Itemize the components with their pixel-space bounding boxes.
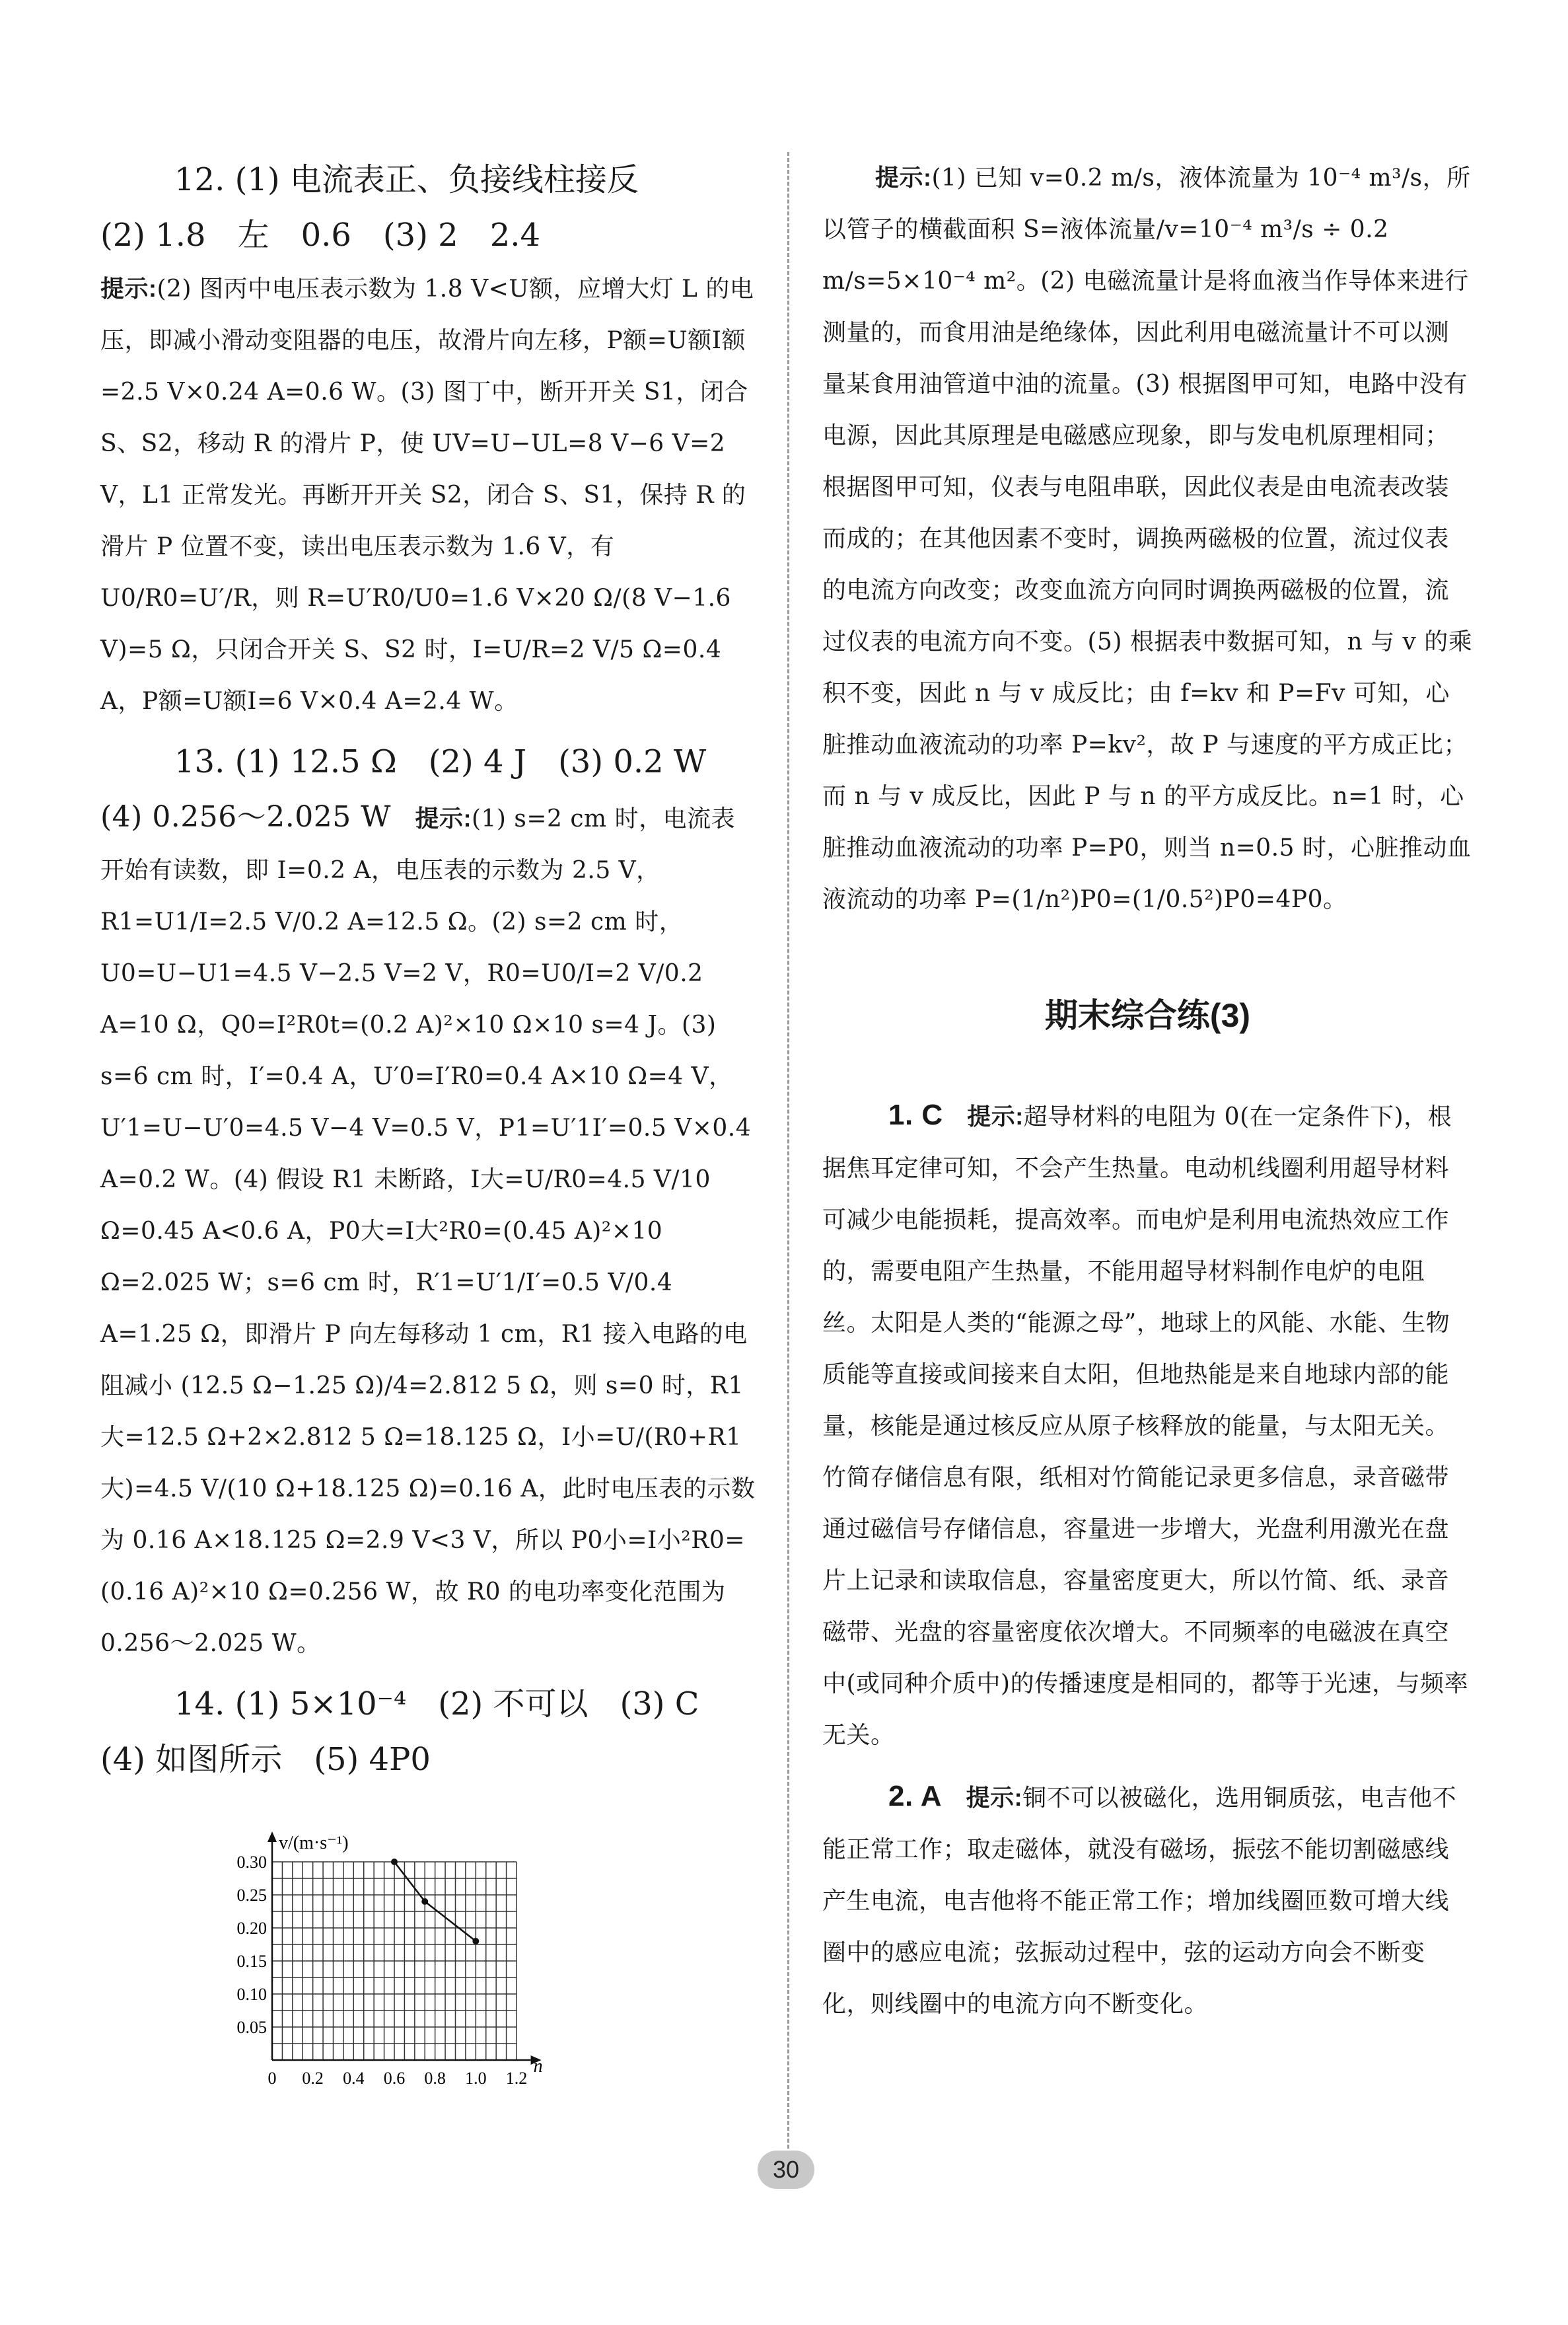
y-axis-arrow — [267, 1831, 277, 1842]
q2-hint-label: 提示: — [966, 1784, 1023, 1811]
y-tick-label: 0.15 — [236, 1952, 267, 1971]
q2-hint-text: 铜不可以被磁化，选用铜质弦，电吉他不能正常工作；取走磁体，就没有磁场，振弦不能切割磁感线产生电流，电吉他将不能正常工作；增加线圈匝数可增大线圈中的感应电流；弦振动过程中，弦的运动方向会不断变化，则线圈中的电流方向不断变化。 — [822, 1785, 1457, 2018]
q13-hint-text: (1) s=2 cm 时，电流表开始有读数，即 I=0.2 A，电压表的示数为 2.5 V，R1=U1/I=2.5 V/0.2 A=12.5 Ω。(2) s=2 cm 时，U0=U−U1=4.5 V−2.5 V=2 V，R0=U0/I=2 V/0.2 A=10 Ω，Q0=I²R0t=(0.2 A)²×10 Ω×10 s=4 J。(3) s=6 cm 时，I′=0.4 A，U′0=I′R0=0.4 A×10 Ω=4 V，U′1=U−U′0=4.5 V−4 V=0.5 V，P1=U′1I′=0.5 V×0.4 A=0.2 W。(4) 假设 R1 未断路，I大=U/R0=4.5 V/10 Ω=0.45 A<0.6 A，P0大=I大²R0=(0.45 A)²×10 Ω=2.025 W；s=6 cm 时，R′1=U′1/I′=0.5 V/0.4 A=1.25 Ω，即滑片 P 向左每移动 1 cm，R1 接入电路的电阻减小 (12.5 Ω−1.25 Ω)/4=2.812 5 Ω，则 s=0 时，R1大=12.5 Ω+2×2.812 5 Ω=18.125 Ω，I小=U/(R0+R1大)=4.5 V/(10 Ω+18.125 Ω)=0.16 A，此时电压表的示数为 0.16 A×18.125 Ω=2.9 V<3 V，所以 P0小=I小²R0=(0.16 A)²×10 Ω=0.256 W，故 R0 的电功率变化范围为 0.256～2.025 W。 — [100, 805, 756, 1657]
column-divider — [787, 152, 789, 2160]
q14-answer-line1: 14. (1) 5×10⁻⁴ (2) 不可以 (3) C — [174, 1685, 699, 1722]
q1-block — [822, 1089, 1473, 1761]
q14-hint-label: 提示: — [875, 164, 932, 191]
q12-hint — [100, 263, 758, 727]
data-point — [472, 1938, 479, 1944]
left-column — [100, 152, 758, 2092]
data-point — [421, 1898, 428, 1905]
y-tick-label: 0.30 — [236, 1853, 267, 1872]
q12-answer-line1: 12. (1) 电流表正、负接线柱接反 — [174, 161, 639, 198]
data-point — [391, 1859, 398, 1865]
x-tick-label: 0.4 — [343, 2069, 365, 2088]
x-tick-label: 0.8 — [424, 2069, 446, 2088]
q2-block — [822, 1771, 1473, 2030]
q12-hint-label: 提示: — [100, 275, 157, 302]
q1-answer: 1. C — [888, 1099, 943, 1131]
q2-answer: 2. A — [888, 1780, 943, 1812]
y-tick-label: 0.25 — [236, 1886, 267, 1905]
x-axis-label: n — [533, 2056, 543, 2077]
x-tick-label: 0 — [267, 2069, 277, 2088]
page-number: 30 — [758, 2151, 814, 2189]
y-tick-label: 0.10 — [236, 1985, 267, 2004]
q13-answer-line2: (4) 0.256～2.025 W — [100, 800, 391, 834]
x-tick-label: 0.6 — [383, 2069, 406, 2088]
q14-hint — [822, 152, 1473, 926]
q1-hint-text: 超导材料的电阻为 0(在一定条件下)，根据焦耳定律可知，不会产生热量。电动机线圈利用超导材料可减少电能损耗，提高效率。而电炉是利用电流热效应工作的，需要电阻产生热量，不能用超导材料制作电炉的电阻丝。太阳是人类的“能源之母”，地球上的风能、水能、生物质能等直接或间接来自太阳，但地热能是来自地球内部的能量，核能是通过核反应从原子核释放的能量，与太阳无关。竹简存储信息有限，纸相对竹简能记录更多信息，录音磁带通过磁信号存储信息，容量进一步增大，光盘利用激光在盘片上记录和读取信息，容量密度更大，所以竹简、纸、录音磁带、光盘的容量密度依次增大。不同频率的电磁波在真空中(或同种介质中)的传播速度是相同的，都等于光速，与频率无关。 — [822, 1103, 1469, 1749]
q14-answer-line2: (4) 如图所示 (5) 4P0 — [100, 1741, 431, 1778]
q14-hint-text: (1) 已知 v=0.2 m/s，液体流量为 10⁻⁴ m³/s，所以管子的横截面积 S=液体流量/v=10⁻⁴ m³/s ÷ 0.2 m/s=5×10⁻⁴ m²。(2) 电磁流量计是将血液当作导体来进行测量的，而食用油是绝缘体，因此利用电磁流量计不可以测量某食用油管道中油的流量。(3) 根据图甲可知，电路中没有电源，因此其原理是电磁感应现象，即与发电机原理相同；根据图甲可知，仪表与电阻串联，因此仪表是由电流表改装而成的；在其他因素不变时，调换两磁极的位置，流过仪表的电流方向改变；改变血流方向同时调换两磁极的位置，流过仪表的电流方向不变。(5) 根据表中数据可知，n 与 v 的乘积不变，因此 n 与 v 成反比；由 f=kv 和 P=Fv 可知，心脏推动血液流动的功率 P=kv²，故 P 与速度的平方成正比；而 n 与 v 成反比，因此 P 与 n 的平方成反比。n=1 时，心脏推动血液流动的功率 P=P0，则当 n=0.5 时，心脏推动血液流动的功率 P=(1/n²)P0=(1/0.5²)P0=4P0。 — [822, 165, 1473, 913]
v-n-chart — [219, 1799, 758, 2092]
x-tick-label: 1.2 — [505, 2069, 528, 2088]
q13-answer-line1: 13. (1) 12.5 Ω (2) 4 J (3) 0.2 W — [174, 743, 707, 780]
section-heading: 期末综合练(3) — [1044, 997, 1251, 1034]
right-column — [822, 152, 1473, 2030]
y-tick-label: 0.20 — [236, 1919, 267, 1938]
x-tick-label: 1.0 — [465, 2069, 487, 2088]
y-axis-label: v/(m·s⁻¹) — [279, 1833, 349, 1853]
q1-hint-label: 提示: — [967, 1103, 1024, 1130]
q13-hint-label: 提示: — [415, 805, 472, 832]
q13-hint — [100, 790, 758, 1670]
q12-hint-text: (2) 图丙中电压表示数为 1.8 V<U额，应增大灯 L 的电压，即减小滑动变阻器的电压，故滑片向左移，P额=U额I额=2.5 V×0.24 A=0.6 W。(3) 图丁中，断开开关 S1，闭合 S、S2，移动 R 的滑片 P，使 UV=U−UL=8 V−6 V=2 V，L1 正常发光。再断开开关 S2，闭合 S、S1，保持 R 的滑片 P 位置不变，读出电压表示数为 1.6 V，有 U0/R0=U′/R，则 R=U′R0/U0=1.6 V×20 Ω/(8 V−1.6 V)=5 Ω，只闭合开关 S、S2 时，I=U/R=2 V/5 Ω=0.4 A，P额=U额I=6 V×0.4 A=2.4 W。 — [100, 276, 754, 715]
x-tick-label: 0.2 — [302, 2069, 324, 2088]
y-tick-label: 0.05 — [236, 2018, 267, 2037]
q12-answer-line2: (2) 1.8 左 0.6 (3) 2 2.4 — [100, 217, 541, 254]
